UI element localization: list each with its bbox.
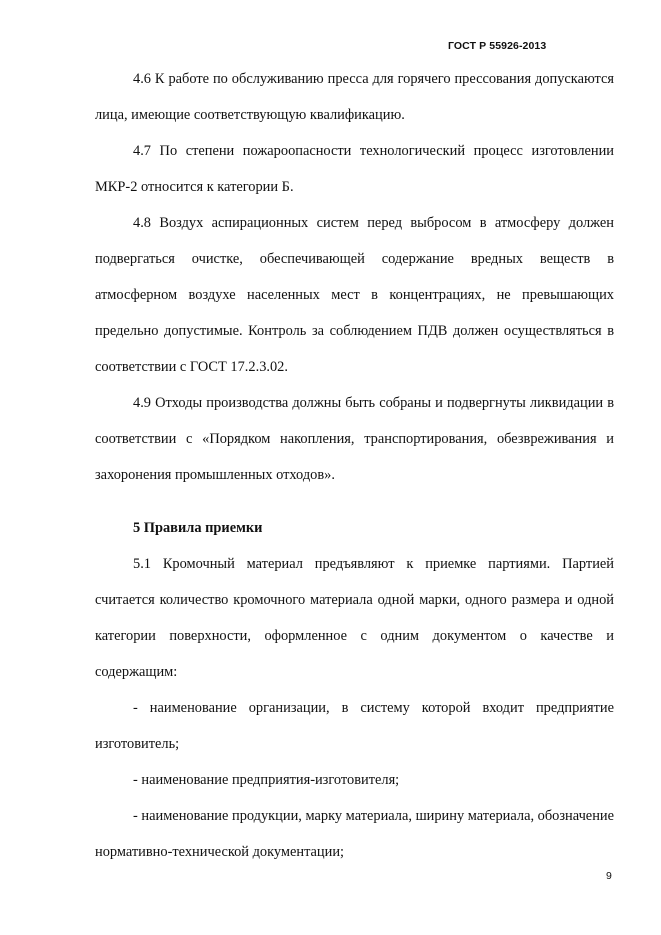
- paragraph-4-9: 4.9 Отходы производства должны быть собраны и подвергнуты ликвидации в соответствии с «Порядком накопления, транспортирования, обезвреживания и захоронения промышленных отходов».: [95, 395, 614, 483]
- paragraph-4-7: 4.7 По степени пожароопасности технологический процесс изготовлении МКР-2 относится к категории Б.: [95, 143, 614, 195]
- page-number: 9: [606, 870, 612, 882]
- paragraph-4-8: 4.8 Воздух аспирационных систем перед выбросом в атмосферу должен подвергаться очистке, обеспечивающей содержание вредных веществ в атмосферном воздухе населенных мест в концентрациях, не превышающих предельно допустимые. Контроль за соблюдением ПДВ должен осуществляться в соответствии с ГОСТ 17.2.3.02.: [95, 215, 614, 375]
- paragraph-5-1: 5.1 Кромочный материал предъявляют к приемке партиями. Партией считается количество кромочного материала одной марки, одного размера и одной категории поверхности, оформленное с одним документом о качестве и содержащим:: [95, 556, 614, 680]
- page-body: [95, 61, 614, 870]
- paragraph-4-6: 4.6 К работе по обслуживанию пресса для горячего прессования допускаются лица, имеющие соответствующую квалификацию.: [95, 71, 614, 123]
- document-code-header: ГОСТ Р 55926-2013: [448, 40, 547, 52]
- section-5-heading: 5 Правила приемки: [133, 520, 263, 536]
- list-item: - наименование продукции, марку материала, ширину материала, обозначение нормативно-технической документации;: [95, 808, 614, 860]
- list-item: - наименование предприятия-изготовителя;: [133, 772, 400, 788]
- list-item: - наименование организации, в систему которой входит предприятие изготовитель;: [95, 700, 614, 752]
